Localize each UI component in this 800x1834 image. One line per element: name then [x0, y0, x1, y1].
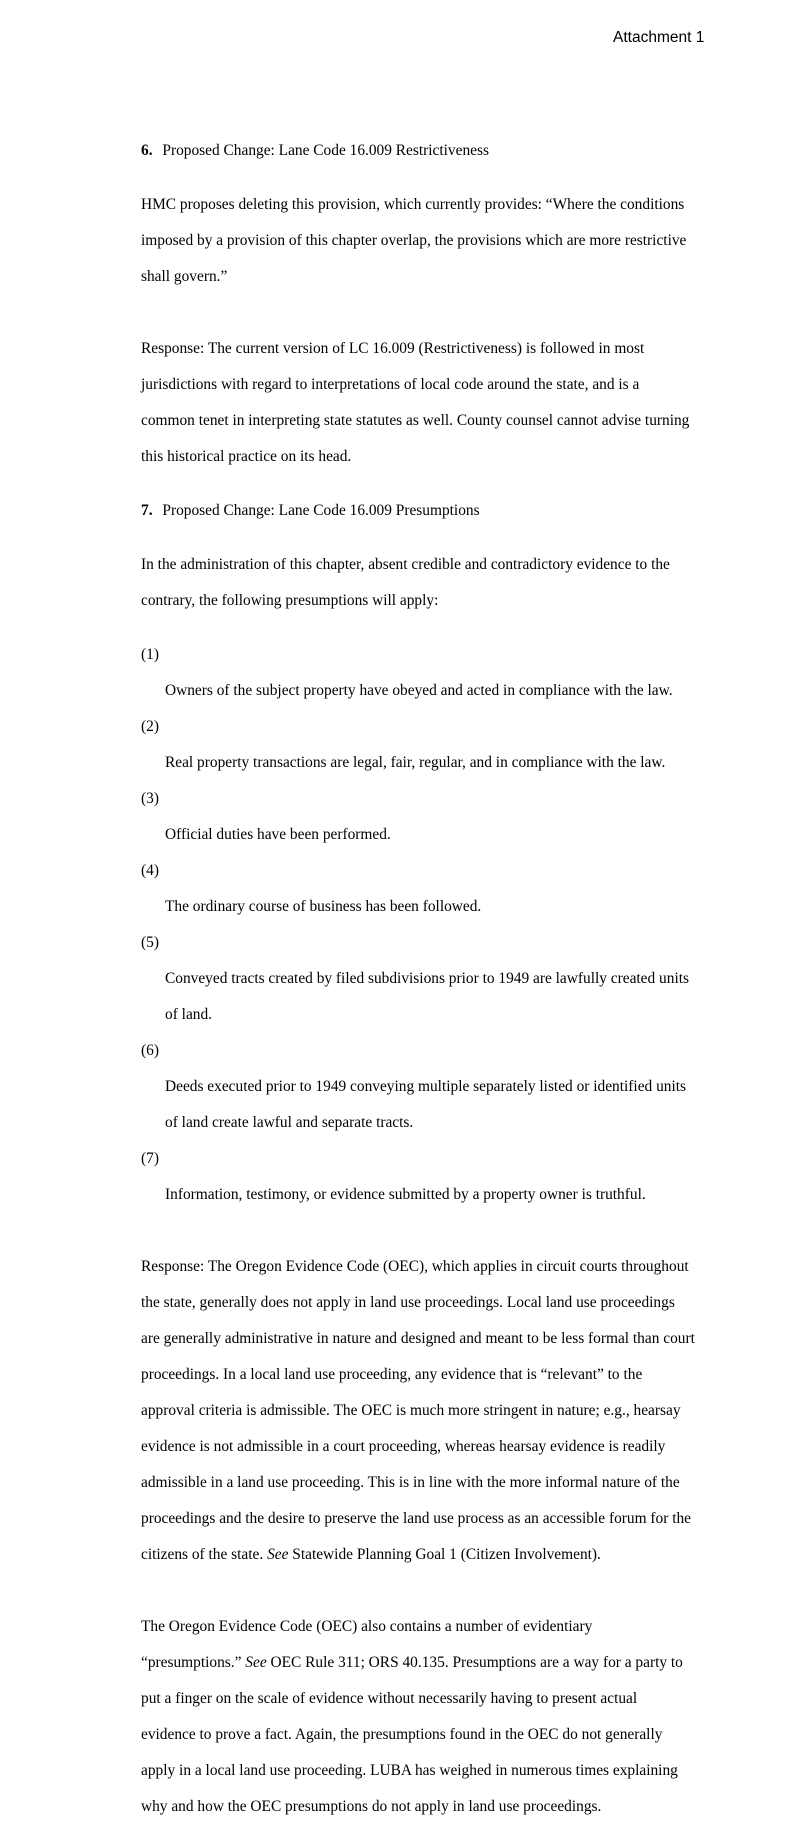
section-7-intro [141, 538, 721, 628]
text-line [141, 1654, 721, 1672]
list-marker: (1) [141, 646, 159, 663]
list-marker: (2) [141, 718, 159, 735]
text-line: jurisdictions with regard to interpretations of local code around the state, and is a [141, 376, 640, 393]
text-line: of land. [165, 1006, 213, 1023]
text-line: In the administration of this chapter, absent credible and contradictory evidence to the [141, 556, 670, 573]
text-line: the state, generally does not apply in land use proceedings. Local land use proceedings [141, 1294, 675, 1311]
text-line: The ordinary course of business has been followed. [165, 898, 482, 915]
text-line: put a finger on the scale of evidence without necessarily having to present actual [141, 1690, 638, 1707]
presumptions-list [141, 646, 721, 1222]
section-7-heading [141, 502, 721, 520]
italic-citation-signal: See [267, 1546, 289, 1563]
section-title: Proposed Change: Lane Code 16.009 Restrictiveness [162, 142, 489, 159]
text-line: shall govern.” [141, 268, 228, 285]
list-item [141, 1042, 721, 1150]
italic-citation-signal: See [245, 1654, 267, 1671]
list-item [141, 790, 721, 862]
attachment-label: Attachment 1 [613, 29, 705, 46]
text-run: OEC Rule 311; ORS 40.135. Presumptions are a way for a party to [266, 1654, 683, 1671]
list-item [141, 718, 721, 790]
section-number: 6. [141, 142, 153, 159]
list-marker: (6) [141, 1042, 159, 1059]
text-line: evidence to prove a fact. Again, the presumptions found in the OEC do not generally [141, 1726, 663, 1743]
text-line: common tenet in interpreting state statutes as well. County counsel cannot advise turning [141, 412, 690, 429]
list-item [141, 1150, 721, 1222]
section-6-heading [141, 142, 721, 160]
text-line: of land create lawful and separate tracts. [165, 1114, 414, 1131]
list-item [141, 646, 721, 718]
list-marker: (4) [141, 862, 159, 879]
text-line: this historical practice on its head. [141, 448, 352, 465]
text-line: Deeds executed prior to 1949 conveying multiple separately listed or identified units [165, 1078, 687, 1095]
text-run: “presumptions.” [141, 1654, 246, 1671]
list-item [141, 934, 721, 1042]
text-line: Response: The current version of LC 16.009 (Restrictiveness) is followed in most [141, 340, 645, 357]
text-line: HMC proposes deleting this provision, which currently provides: “Where the conditions [141, 196, 685, 213]
document-body [141, 142, 721, 1834]
section-number: 7. [141, 502, 153, 519]
text-line: proceedings. In a local land use proceeding, any evidence that is “relevant” to the [141, 1366, 643, 1383]
text-line: are generally administrative in nature and designed and meant to be less formal than court [141, 1330, 695, 1347]
list-marker: (5) [141, 934, 159, 951]
text-line: Real property transactions are legal, fair, regular, and in compliance with the law. [165, 754, 666, 771]
text-line: The Oregon Evidence Code (OEC) also contains a number of evidentiary [141, 1618, 593, 1635]
text-run: Statewide Planning Goal 1 (Citizen Involvement). [288, 1546, 601, 1563]
text-line [141, 1546, 721, 1564]
section-6-response [141, 322, 721, 484]
text-line: evidence is not admissible in a court proceeding, whereas hearsay evidence is readily [141, 1438, 666, 1455]
text-line: approval criteria is admissible. The OEC is much more stringent in nature; e.g., hearsay [141, 1402, 681, 1419]
text-line: why and how the OEC presumptions do not apply in land use proceedings. [141, 1798, 602, 1815]
oec-presumptions-paragraph [141, 1600, 721, 1834]
text-line: Response: The Oregon Evidence Code (OEC), which applies in circuit courts throughout [141, 1258, 689, 1275]
list-marker: (3) [141, 790, 159, 807]
section-6-intro [141, 178, 721, 304]
text-line: admissible in a land use proceeding. This is in line with the more informal nature of the [141, 1474, 680, 1491]
text-line: Official duties have been performed. [165, 826, 391, 843]
section-title: Proposed Change: Lane Code 16.009 Presumptions [162, 502, 480, 519]
text-line: Information, testimony, or evidence submitted by a property owner is truthful. [165, 1186, 646, 1203]
list-marker: (7) [141, 1150, 159, 1167]
text-line: proceedings and the desire to preserve the land use process as an accessible forum for the [141, 1510, 692, 1527]
text-run: citizens of the state. [141, 1546, 268, 1563]
text-line: Conveyed tracts created by filed subdivisions prior to 1949 are lawfully created units [165, 970, 689, 987]
list-item [141, 862, 721, 934]
section-7-response [141, 1240, 721, 1582]
text-line: contrary, the following presumptions will apply: [141, 592, 439, 609]
text-line: imposed by a provision of this chapter overlap, the provisions which are more restrictive [141, 232, 687, 249]
text-line: apply in a local land use proceeding. LUBA has weighed in numerous times explaining [141, 1762, 678, 1779]
text-line: Owners of the subject property have obeyed and acted in compliance with the law. [165, 682, 673, 699]
